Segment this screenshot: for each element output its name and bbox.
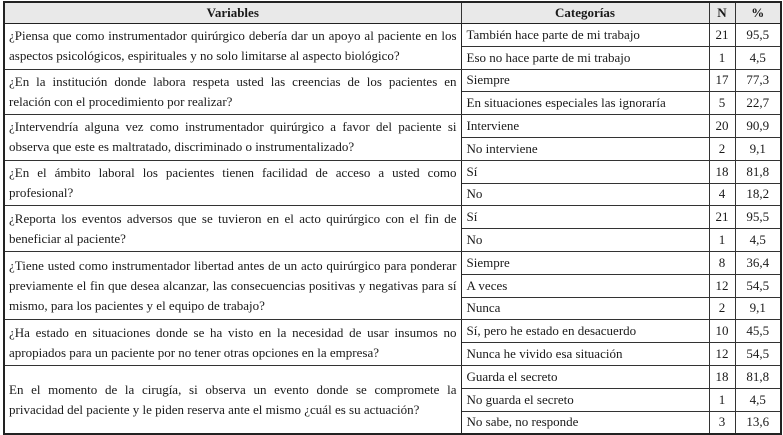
percent-cell: 4,5 (735, 229, 781, 252)
percent-cell: 95,5 (735, 206, 781, 229)
n-cell: 10 (709, 320, 735, 343)
percent-cell: 77,3 (735, 69, 781, 92)
variable-question: ¿Ha estado en situaciones donde se ha visto en la necesidad de usar insumos no apropiados para un paciente por no tener otras opciones en la empresa? (4, 320, 461, 366)
category-cell: En situaciones especiales las ignoraría (461, 92, 709, 115)
n-cell: 18 (709, 365, 735, 388)
variable-question: ¿Piensa que como instrumentador quirúrgico debería dar un apoyo al paciente en los aspectos psicológicos, espirituales y no solo limitarse al aspecto biológico? (4, 24, 461, 70)
n-cell: 18 (709, 160, 735, 183)
n-cell: 1 (709, 388, 735, 411)
n-cell: 5 (709, 92, 735, 115)
percent-cell: 90,9 (735, 115, 781, 138)
variable-question: ¿Reporta los eventos adversos que se tuvieron en el acto quirúrgico con el fin de beneficiar al paciente? (4, 206, 461, 252)
category-cell: No interviene (461, 137, 709, 160)
n-cell: 12 (709, 274, 735, 297)
variable-question: ¿En el ámbito laboral los pacientes tienen facilidad de acceso a usted como profesional? (4, 160, 461, 206)
n-cell: 1 (709, 46, 735, 69)
percent-cell: 4,5 (735, 46, 781, 69)
n-cell: 12 (709, 343, 735, 366)
n-cell: 2 (709, 137, 735, 160)
n-cell: 1 (709, 229, 735, 252)
table-row (4, 251, 781, 274)
variable-question: En el momento de la cirugía, si observa un evento donde se compromete la privacidad del paciente y le piden reserva ante el mismo ¿cuál es su actuación? (4, 365, 461, 434)
n-cell: 4 (709, 183, 735, 206)
category-cell: Guarda el secreto (461, 365, 709, 388)
n-cell: 8 (709, 251, 735, 274)
category-cell: Sí (461, 206, 709, 229)
category-cell: Siempre (461, 69, 709, 92)
table-row (4, 365, 781, 388)
percent-cell: 13,6 (735, 411, 781, 434)
table-body (4, 24, 781, 435)
percent-cell: 9,1 (735, 137, 781, 160)
percent-cell: 36,4 (735, 251, 781, 274)
n-cell: 20 (709, 115, 735, 138)
percent-cell: 54,5 (735, 274, 781, 297)
n-cell: 21 (709, 206, 735, 229)
category-cell: Nunca he vivido esa situación (461, 343, 709, 366)
table-row (4, 206, 781, 229)
header-percent: % (735, 2, 781, 24)
table-row (4, 160, 781, 183)
variable-question: ¿Intervendría alguna vez como instrumentador quirúrgico a favor del paciente si observa que este es maltratado, discriminado o instrumentalizado? (4, 115, 461, 161)
category-cell: También hace parte de mi trabajo (461, 24, 709, 47)
header-variables: Variables (4, 2, 461, 24)
survey-results-table (3, 1, 782, 435)
percent-cell: 81,8 (735, 365, 781, 388)
percent-cell: 4,5 (735, 388, 781, 411)
category-cell: No (461, 183, 709, 206)
percent-cell: 54,5 (735, 343, 781, 366)
n-cell: 3 (709, 411, 735, 434)
category-cell: Sí (461, 160, 709, 183)
category-cell: Sí, pero he estado en desacuerdo (461, 320, 709, 343)
percent-cell: 81,8 (735, 160, 781, 183)
category-cell: Nunca (461, 297, 709, 320)
table-row (4, 69, 781, 92)
percent-cell: 45,5 (735, 320, 781, 343)
n-cell: 17 (709, 69, 735, 92)
percent-cell: 18,2 (735, 183, 781, 206)
header-row (4, 2, 781, 24)
header-n: N (709, 2, 735, 24)
table-row (4, 24, 781, 47)
category-cell: A veces (461, 274, 709, 297)
variable-question: ¿Tiene usted como instrumentador libertad antes de un acto quirúrgico para ponderar previamente el fin que desea alcanzar, las consecuencias positivas y negativas para sí mismo, para los pacientes y el equipo de trabajo? (4, 251, 461, 319)
table-row (4, 320, 781, 343)
table-row (4, 115, 781, 138)
category-cell: No sabe, no responde (461, 411, 709, 434)
category-cell: Interviene (461, 115, 709, 138)
category-cell: Siempre (461, 251, 709, 274)
category-cell: No guarda el secreto (461, 388, 709, 411)
percent-cell: 95,5 (735, 24, 781, 47)
n-cell: 2 (709, 297, 735, 320)
percent-cell: 22,7 (735, 92, 781, 115)
n-cell: 21 (709, 24, 735, 47)
category-cell: No (461, 229, 709, 252)
category-cell: Eso no hace parte de mi trabajo (461, 46, 709, 69)
variable-question: ¿En la institución donde labora respeta usted las creencias de los pacientes en relación con el procedimiento por realizar? (4, 69, 461, 115)
percent-cell: 9,1 (735, 297, 781, 320)
header-categories: Categorías (461, 2, 709, 24)
